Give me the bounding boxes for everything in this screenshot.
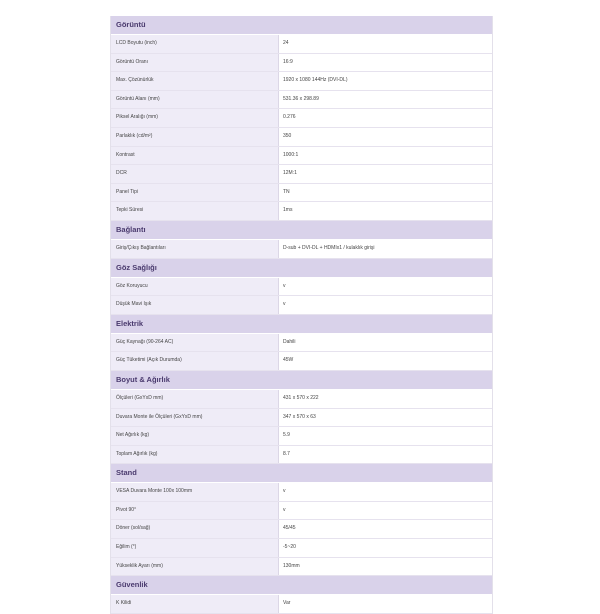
- spec-label: DCR: [111, 165, 279, 183]
- spec-row: [111, 352, 492, 371]
- spec-row: [111, 54, 492, 73]
- section-header: Elektrik: [111, 315, 492, 334]
- spec-row: [111, 35, 492, 54]
- spec-label: K Kilidi: [111, 595, 279, 613]
- spec-value: 24: [279, 35, 492, 53]
- spec-label: Parlaklık (cd/m²): [111, 128, 279, 146]
- spec-row: [111, 539, 492, 558]
- spec-label: Döner (sol/sağ): [111, 520, 279, 538]
- spec-value: 5.9: [279, 427, 492, 445]
- spec-row: [111, 427, 492, 446]
- spec-row: [111, 147, 492, 166]
- spec-value: 130mm: [279, 558, 492, 576]
- spec-value: 1ms: [279, 202, 492, 220]
- section-header: Göz Sağlığı: [111, 259, 492, 278]
- spec-row: [111, 520, 492, 539]
- spec-label: Güç Kaynağı (90-264 AC): [111, 334, 279, 352]
- spec-label: LCD Boyutu (inch): [111, 35, 279, 53]
- spec-value: Dahili: [279, 334, 492, 352]
- section-header: Bağlantı: [111, 221, 492, 240]
- spec-value: 1000:1: [279, 147, 492, 165]
- spec-row: [111, 240, 492, 259]
- spec-label: Max. Çözünürlük: [111, 72, 279, 90]
- spec-row: [111, 91, 492, 110]
- spec-label: VESA Duvara Monte 100x 100mm: [111, 483, 279, 501]
- spec-value: 1920 x 1080 144Hz (DVI-DL): [279, 72, 492, 90]
- spec-label: Görüntü Alanı (mm): [111, 91, 279, 109]
- spec-row: [111, 595, 492, 614]
- spec-value: 350: [279, 128, 492, 146]
- spec-value: v: [279, 278, 492, 296]
- spec-row: [111, 72, 492, 91]
- spec-value: 16:9: [279, 54, 492, 72]
- spec-row: [111, 202, 492, 221]
- spec-row: [111, 502, 492, 521]
- spec-label: Panel Tipi: [111, 184, 279, 202]
- spec-row: [111, 558, 492, 577]
- section-header: Boyut & Ağırlık: [111, 371, 492, 390]
- spec-table: [110, 16, 493, 614]
- section-header: Stand: [111, 464, 492, 483]
- spec-label: Göz Koruyucu: [111, 278, 279, 296]
- spec-row: [111, 278, 492, 297]
- spec-label: Giriş/Çıkış Bağlantıları: [111, 240, 279, 258]
- spec-row: [111, 390, 492, 409]
- spec-label: Net Ağırlık (kg): [111, 427, 279, 445]
- spec-row: [111, 184, 492, 203]
- spec-value: 431 x 570 x 222: [279, 390, 492, 408]
- spec-label: Ölçüleri (GxYxD mm): [111, 390, 279, 408]
- spec-value: -5~20: [279, 539, 492, 557]
- spec-row: [111, 128, 492, 147]
- spec-row: [111, 334, 492, 353]
- spec-label: Eğilim (°): [111, 539, 279, 557]
- spec-value: 347 x 570 x 63: [279, 409, 492, 427]
- spec-value: v: [279, 483, 492, 501]
- spec-label: Güç Tüketimi (Açık Durumda): [111, 352, 279, 370]
- spec-row: [111, 165, 492, 184]
- spec-label: Duvara Monte ile Ölçüleri (GxYxD mm): [111, 409, 279, 427]
- spec-label: Piksel Aralığı (mm): [111, 109, 279, 127]
- spec-label: Tepki Süresi: [111, 202, 279, 220]
- spec-value: v: [279, 502, 492, 520]
- spec-label: Görüntü Oranı: [111, 54, 279, 72]
- spec-label: Düşük Mavi Işık: [111, 296, 279, 314]
- spec-label: Pivot 90°: [111, 502, 279, 520]
- spec-value: 8.7: [279, 446, 492, 464]
- spec-row: [111, 483, 492, 502]
- spec-value: 531.36 x 298.89: [279, 91, 492, 109]
- spec-row: [111, 446, 492, 465]
- spec-value: 45/45: [279, 520, 492, 538]
- spec-row: [111, 409, 492, 428]
- spec-value: v: [279, 296, 492, 314]
- section-header: Görüntü: [111, 16, 492, 35]
- spec-value: Var: [279, 595, 492, 613]
- spec-value: 0.276: [279, 109, 492, 127]
- spec-value: D-sub + DVI-DL + HDMIx1 / kulaklık girişi: [279, 240, 492, 258]
- spec-label: Kontrast: [111, 147, 279, 165]
- spec-value: TN: [279, 184, 492, 202]
- spec-label: Yükseklik Ayarı (mm): [111, 558, 279, 576]
- spec-label: Toplam Ağırlık (kg): [111, 446, 279, 464]
- spec-row: [111, 296, 492, 315]
- spec-row: [111, 109, 492, 128]
- section-header: Güvenlik: [111, 576, 492, 595]
- spec-value: 12M:1: [279, 165, 492, 183]
- spec-value: 45W: [279, 352, 492, 370]
